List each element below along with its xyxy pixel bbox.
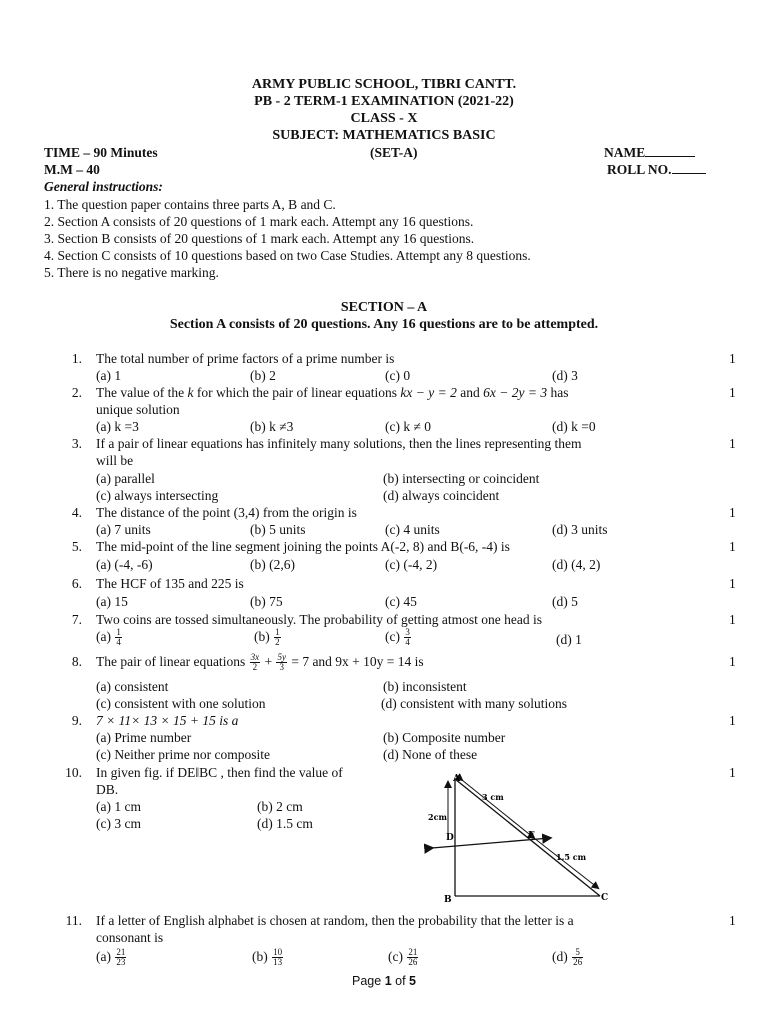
option-d: (d) 3 units [552, 522, 608, 537]
question-text: The HCF of 135 and 225 is [96, 576, 244, 591]
label-c: C [601, 893, 609, 903]
label-ae-length: 3 cm [482, 792, 504, 802]
school-name: ARMY PUBLIC SCHOOL, TIBRI CANTT. [251, 77, 517, 92]
question-mark: 1 [729, 539, 736, 554]
exam-title: PB - 2 TERM-1 EXAMINATION (2021-22) [254, 94, 514, 109]
instruction-item: 3. Section B consists of 20 questions of 1 mark each. Attempt any 16 questions. [44, 231, 475, 246]
option-b: (b) $\frac{10}{13}$ [252, 947, 283, 968]
option-d: (d) None of these [383, 747, 478, 762]
question-mark: 1 [729, 436, 736, 451]
option-b: (b) $\frac{1}{2}$ [254, 627, 280, 648]
option-a: (a) $\frac{21}{23}$ [96, 947, 126, 968]
option-c: (c) consistent with one solution [96, 696, 266, 711]
option-a: (a) 15 [96, 594, 128, 609]
option-a: (a) Prime number [96, 730, 192, 745]
section-subtitle: Section A consists of 20 questions. Any 16 questions are to be attempted. [169, 317, 599, 332]
section-title: SECTION – A [340, 300, 428, 315]
option-d: (d) $\frac{5}{26}$ [552, 947, 583, 968]
option-a: (a) 7 units [96, 522, 151, 537]
option-b: (b) 5 units [250, 522, 306, 537]
question-number: 7. [71, 612, 82, 627]
label-ad-length: 2cm [428, 812, 447, 822]
label-e: E [528, 831, 535, 841]
question-number: 4. [71, 505, 82, 520]
question-text: 7 × 11× 13 × 15 + 15 is a [96, 713, 239, 728]
question-number: 3. [71, 436, 82, 451]
option-c: (c) k ≠ 0 [385, 419, 432, 434]
question-text-line2: DB. [96, 782, 119, 797]
option-c: (c) $\frac{3}{4}$ [385, 627, 410, 648]
option-c: (c) always intersecting [96, 488, 219, 503]
option-b: (b) inconsistent [383, 679, 467, 694]
option-a: (a) parallel [96, 471, 155, 486]
question-text-line2: consonant is [96, 930, 164, 945]
option-d: (d) k =0 [552, 419, 596, 434]
max-marks-label: M.M – 40 [44, 162, 100, 177]
option-a: (a) 1 cm [96, 799, 141, 814]
question-mark: 1 [729, 505, 736, 520]
question-mark: 1 [729, 576, 736, 591]
option-d: (d) (4, 2) [552, 557, 601, 572]
question-number: 1. [71, 351, 82, 366]
question-number: 11. [65, 913, 82, 928]
option-b: (b) (2,6) [250, 557, 295, 572]
question-mark: 1 [729, 385, 736, 400]
label-d: D [446, 833, 454, 843]
question-text: The mid-point of the line segment joining the points A(-2, 8) and B(-6, -4) is [96, 539, 510, 554]
option-a: (a) k =3 [96, 419, 139, 434]
option-d: (d) consistent with many solutions [381, 696, 567, 711]
question-number: 8. [71, 654, 82, 669]
class-label: CLASS - X [350, 111, 418, 126]
question-text-line2: will be [96, 453, 134, 468]
option-b: (b) intersecting or coincident [383, 471, 540, 486]
option-d: (d) 5 [552, 594, 578, 609]
triangle-figure [420, 770, 620, 906]
instruction-item: 4. Section C consists of 10 questions based on two Case Studies. Attempt any 8 questions. [44, 248, 531, 263]
label-b: B [444, 895, 452, 905]
question-text: The pair of linear equations $\frac{3x}{2}$ + $\frac{5y}{3}$ = 7 and 9x + 10y = 14 is [96, 652, 424, 673]
question-text: If a pair of linear equations has infinitely many solutions, then the lines representing them [96, 436, 582, 451]
question-text: The value of the k for which the pair of linear equations kx − y = 2 and 6x − 2y = 3 has [96, 385, 569, 400]
option-d: (d) 1 [556, 632, 582, 647]
set-label: (SET-A) [370, 145, 418, 160]
instruction-item: 2. Section A consists of 20 questions of 1 mark each. Attempt any 16 questions. [44, 214, 474, 229]
name-label: NAME [604, 144, 695, 161]
dim-arrow-ec [534, 838, 598, 888]
option-c: (c) 45 [385, 594, 417, 609]
question-text: The distance of the point (3,4) from the origin is [96, 505, 357, 520]
option-b: (b) 2 [250, 368, 276, 383]
question-number: 9. [71, 713, 82, 728]
option-d: (d) always coincident [383, 488, 500, 503]
question-text-line2: unique solution [96, 402, 180, 417]
question-text: If a letter of English alphabet is chosen at random, then the probability that the letter is a [96, 913, 574, 928]
option-c: (c) Neither prime nor composite [96, 747, 270, 762]
question-number: 5. [71, 539, 82, 554]
question-number: 6. [71, 576, 82, 591]
subject-label: SUBJECT: MATHEMATICS BASIC [272, 128, 496, 143]
option-a: (a) consistent [96, 679, 169, 694]
instructions-title: General instructions: [44, 179, 163, 194]
question-mark: 1 [729, 612, 736, 627]
option-b: (b) 2 cm [257, 799, 303, 814]
option-c: (c) 4 units [385, 522, 440, 537]
dim-arrow-ae [462, 780, 534, 838]
question-mark: 1 [729, 913, 736, 928]
question-number: 10. [65, 765, 82, 780]
instruction-item: 5. There is no negative marking. [44, 265, 219, 280]
question-mark: 1 [729, 765, 736, 780]
option-c: (c) $\frac{21}{26}$ [388, 947, 418, 968]
label-a: A [453, 774, 460, 784]
question-mark: 1 [729, 351, 736, 366]
option-a: (a) (-4, -6) [96, 557, 153, 572]
time-label: TIME – 90 Minutes [44, 145, 158, 160]
option-b: (b) Composite number [383, 730, 506, 745]
label-ec-length: 1.5 cm [556, 852, 587, 862]
question-number: 2. [71, 385, 82, 400]
question-mark: 1 [729, 713, 736, 728]
option-c: (c) (-4, 2) [385, 557, 438, 572]
question-mark: 1 [729, 654, 736, 669]
option-c: (c) 0 [385, 368, 411, 383]
instruction-item: 1. The question paper contains three parts A, B and C. [44, 197, 336, 212]
option-b: (b) 75 [250, 594, 283, 609]
question-text: The total number of prime factors of a prime number is [96, 351, 395, 366]
page-footer: Page 1 of 5 [352, 974, 416, 988]
option-a: (a) 1 [96, 368, 122, 383]
option-d: (d) 3 [552, 368, 578, 383]
question-text: Two coins are tossed simultaneously. The probability of getting atmost one head is [96, 612, 542, 627]
option-d: (d) 1.5 cm [257, 816, 313, 831]
question-text: In given fig. if DE‖BC , then find the value of [96, 765, 343, 780]
option-a: (a) $\frac{1}{4}$ [96, 627, 121, 648]
option-c: (c) 3 cm [96, 816, 141, 831]
roll-label: ROLL NO. [607, 161, 706, 178]
option-b: (b) k ≠3 [250, 419, 294, 434]
